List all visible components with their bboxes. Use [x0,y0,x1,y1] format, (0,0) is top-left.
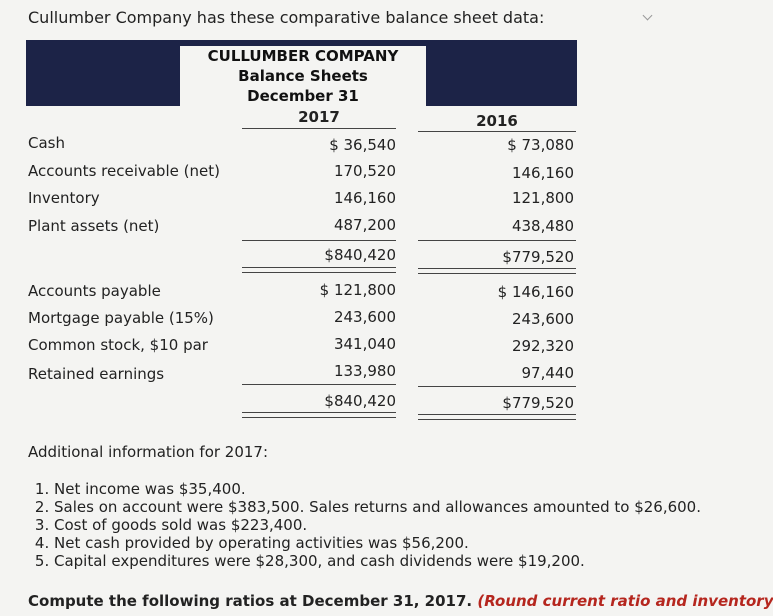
chevron-down-icon [643,11,653,21]
statement-title: Balance Sheets [238,67,368,85]
divider [242,240,396,241]
divider [242,128,396,129]
statement-date: December 31 [247,87,359,105]
value-retained-2017: 133,980 [333,362,396,380]
value-ar-2016: 146,160 [511,164,574,182]
company-name: CULLUMBER COMPANY [207,47,399,65]
additional-info-heading: Additional information for 2017: [28,443,269,461]
additional-info-list [28,480,714,570]
list-item: 2. Sales on account were $383,500. Sales returns and allowances amounted to $26,600. [54,498,714,516]
list-item: 3. Cost of goods sold was $223,400. [54,516,714,534]
divider [242,384,396,385]
double-underline [242,267,396,273]
divider [418,131,576,132]
value-plant-2017: 487,200 [333,216,396,234]
row-label-accounts-payable: Accounts payable [28,282,161,300]
value-inventory-2017: 146,160 [333,189,396,207]
divider [418,386,576,387]
value-common-stock-2017: 341,040 [333,335,396,353]
row-label-accounts-receivable: Accounts receivable (net) [28,162,220,180]
value-total-assets-2016: $779,520 [502,248,574,266]
table-title-block [180,46,426,106]
instruction-main: Compute the following ratios at December 31, 2017. [28,592,473,610]
value-cash-2016: $ 73,080 [507,136,574,154]
list-item: 4. Net cash provided by operating activities was $56,200. [54,534,714,552]
value-mortgage-2017: 243,600 [333,308,396,326]
value-retained-2016: 97,440 [521,364,574,382]
instruction-note: (Round current ratio and inventory [477,592,773,610]
row-label-inventory: Inventory [28,189,100,207]
value-total-liabilities-2016: $779,520 [502,394,574,412]
value-total-liabilities-2017: $840,420 [324,392,396,410]
row-label-cash: Cash [28,134,65,152]
list-item: 5. Capital expenditures were $28,300, and cash dividends were $19,200. [54,552,714,570]
value-mortgage-2016: 243,600 [511,310,574,328]
instruction-text [28,592,773,610]
row-label-retained-earnings: Retained earnings [28,365,165,383]
row-label-common-stock: Common stock, $10 par [28,336,208,354]
divider [418,240,576,241]
value-cash-2017: $ 36,540 [329,136,396,154]
double-underline [418,268,576,274]
value-ar-2017: 170,520 [333,162,396,180]
value-ap-2017: $ 121,800 [319,281,396,299]
value-inventory-2016: 121,800 [511,189,574,207]
column-2017: 2017 [298,108,340,126]
value-ap-2016: $ 146,160 [497,283,574,301]
double-underline [242,412,396,418]
intro-text: Cullumber Company has these comparative balance sheet data: [28,8,545,27]
list-item: 1. Net income was $35,400. [54,480,714,498]
value-plant-2016: 438,480 [511,217,574,235]
double-underline [418,414,576,420]
value-common-stock-2016: 292,320 [511,337,574,355]
value-total-assets-2017: $840,420 [324,246,396,264]
column-2016: 2016 [476,112,518,130]
row-label-plant-assets: Plant assets (net) [28,217,160,235]
row-label-mortgage-payable: Mortgage payable (15%) [28,309,214,327]
